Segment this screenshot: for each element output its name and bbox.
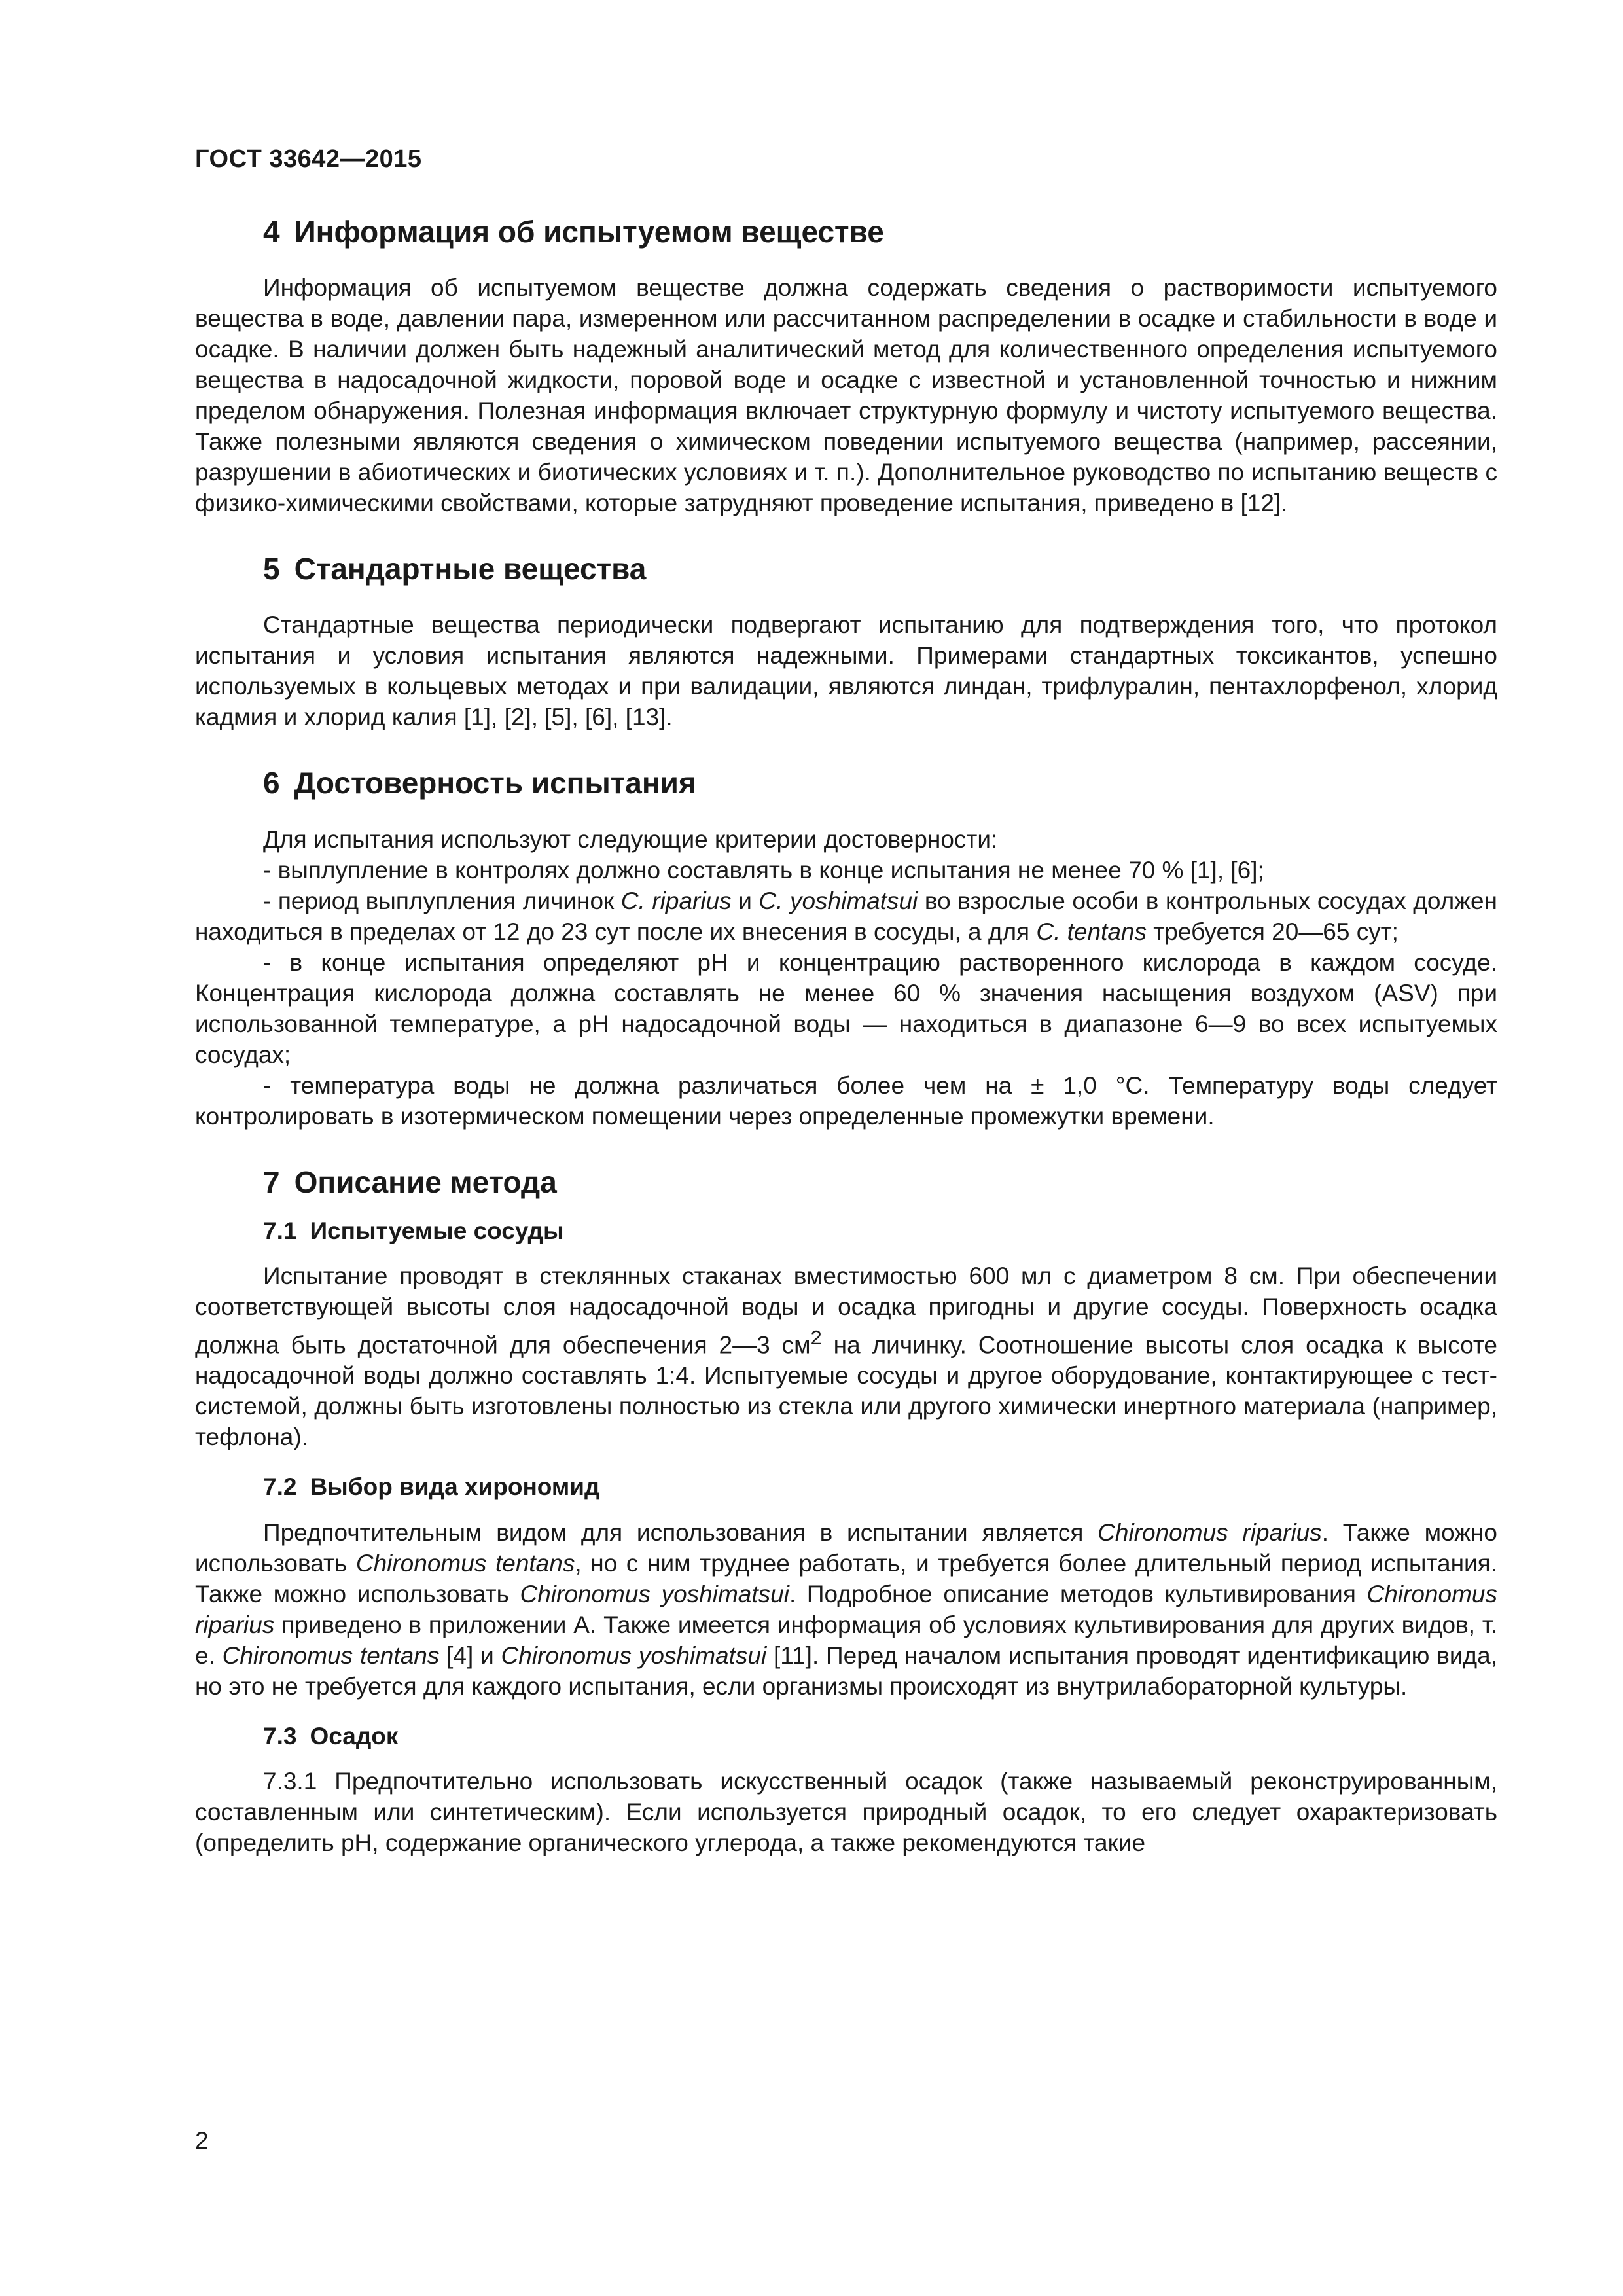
text-run: , но с ним труднее работать, и требуется более длительный период испытания. Также можно использовать [195, 1549, 1497, 1607]
text-run: во взрослые особи в контрольных сосудах должен находиться в пределах от 12 до 23 сут после их внесения в сосуды, а для [195, 887, 1497, 945]
section-5-heading [195, 551, 1497, 587]
text-run: . Подробное описание методов культивирования [789, 1580, 1367, 1607]
section-7 [195, 1164, 1497, 1858]
paragraph [195, 1261, 1497, 1452]
text-run: на личинку. Соотношение высоты слоя осадка к высоте надосадочной воды должно составлять 1:4. Испытуемые сосуды и другое оборудование, контактирующее с тест-системой, должны быть изготовлены полностью из стекла или другого химически инертного материала (например, тефлона). [195, 1331, 1497, 1451]
subsection-number: 7.1 [263, 1217, 297, 1244]
species-name: Chironomus tentans [355, 1549, 575, 1577]
paragraph: Для испытания используют следующие критерии достоверности: [263, 825, 998, 853]
subsection-title: Осадок [310, 1722, 399, 1749]
section-4-heading [195, 214, 1497, 250]
section-number: 4 [263, 215, 280, 249]
document-page [195, 145, 1497, 1878]
paragraph [195, 1517, 1497, 1702]
page-number: 2 [195, 2127, 209, 2154]
subsection-title: Выбор вида хирономид [310, 1473, 600, 1501]
text-run: Испытание проводят в стеклянных стаканах вместимостью 600 мл с диаметром 8 см. При обеспечении соответствующей высоты слоя надосадочной воды и осадка пригодны и другие сосуды. Поверхность осадка должна быть достаточной для обеспечения 2—3 см [195, 1263, 1497, 1359]
subsection-7-2 [195, 1472, 1497, 1701]
section-6-heading [195, 765, 1497, 801]
section-6 [195, 765, 1497, 1131]
section-number: 6 [263, 766, 280, 800]
subsection-number: 7.2 [263, 1473, 297, 1501]
section-number: 7 [263, 1164, 280, 1199]
list-item: - в конце испытания определяют pH и концентрацию растворенного кислорода в каждом сосуде. Концентрация кислорода должна составлять не менее 60 % значения насыщения воздухом (ASV) при использованной температуре, а pH надосадочной воды — находиться в диапазоне 6—9 во всех испытуемых сосудах; [195, 948, 1497, 1068]
species-name: Chironomus tentans [222, 1641, 440, 1669]
species-name: Chironomus riparius [1097, 1518, 1322, 1546]
paragraph: 7.3.1 Предпочтительно использовать искусственный осадок (также называемый реконструированным, составленным или синтетическим). Если используется природный осадок, то его следует охарактеризовать (определить pH, содержание органического углерода, а также рекомендуются такие [195, 1767, 1497, 1856]
text-run: - период выплупления личинок [263, 887, 621, 914]
species-name: C. yoshimatsui [758, 887, 918, 914]
section-title: Стандартные вещества [294, 552, 647, 586]
subsection-heading [195, 1721, 1497, 1751]
text-run: [4] и [439, 1641, 501, 1669]
subsection-heading [195, 1472, 1497, 1502]
text-run: приведено в приложении А. Также имеется информация об условиях культивирования для других видов, т. е. [195, 1611, 1497, 1669]
section-4 [195, 214, 1497, 518]
list-item: - выплупление в контролях должно составлять в конце испытания не менее 70 % [1], [6]; [263, 856, 1264, 884]
text-run: . Также можно использовать [195, 1518, 1497, 1577]
section-title: Информация об испытуемом веществе [294, 215, 884, 249]
section-5 [195, 551, 1497, 732]
section-number: 5 [263, 552, 280, 586]
text-run: требуется 20—65 сут; [1147, 918, 1399, 945]
list-item [195, 886, 1497, 947]
species-name: Chironomus yoshimatsui [520, 1580, 789, 1607]
subsection-7-3 [195, 1721, 1497, 1858]
list-item: - температура воды не должна различаться более чем на ± 1,0 °С. Температуру воды следует контролировать в изотермическом помещении через определенные промежутки времени. [195, 1071, 1497, 1130]
section-7-heading [195, 1164, 1497, 1200]
paragraph: Информация об испытуемом веществе должна содержать сведения о растворимости испытуемого вещества в воде, давлении пара, измеренном или рассчитанном распределении в осадке и стабильности в воде и осадке. В наличии должен быть надежный аналитический метод для количественного определения испытуемого вещества в надосадочной жидкости, поровой воде и осадке с известной и установленной точностью и нижним пределом обнаружения. Полезная информация включает структурную формулу и чистоту испытуемого вещества. Также полезными являются сведения о химическом поведении испытуемого вещества (например, рассеянии, разрушении в абиотических и биотических условиях и т. п.). Дополнительное руководство по испытанию веществ с физико-химическими свойствами, которые затрудняют проведение испытания, приведено в [12]. [195, 274, 1497, 517]
text-run: Предпочтительным видом для использования в испытании является [263, 1518, 1098, 1546]
subsection-7-1 [195, 1216, 1497, 1453]
subsection-number: 7.3 [263, 1722, 297, 1749]
paragraph: Стандартные вещества периодически подвергают испытанию для подтверждения того, что протокол испытания и условия испытания являются надежными. Примерами стандартных токсикантов, успешно используемых в кольцевых методах и при валидации, являются линдан, трифлуралин, пентахлорфенол, хлорид кадмия и хлорид калия [1], [2], [5], [6], [13]. [195, 611, 1497, 731]
superscript: 2 [810, 1326, 822, 1349]
species-name: Chironomus yoshimatsui [501, 1641, 767, 1669]
section-title: Достоверность испытания [294, 766, 696, 800]
subsection-heading [195, 1216, 1497, 1246]
section-title: Описание метода [294, 1164, 557, 1199]
species-name: C. riparius [620, 887, 732, 914]
text-run: [11]. Перед началом испытания проводят идентификацию вида, но это не требуется для каждого испытания, если организмы происходят из внутрилабораторной культуры. [195, 1641, 1497, 1700]
species-name: C. tentans [1036, 918, 1147, 945]
subsection-title: Испытуемые сосуды [310, 1217, 564, 1244]
text-run: и [731, 887, 759, 914]
species-name: Chironomus riparius [195, 1580, 1497, 1638]
document-code: ГОСТ 33642—2015 [195, 145, 422, 173]
